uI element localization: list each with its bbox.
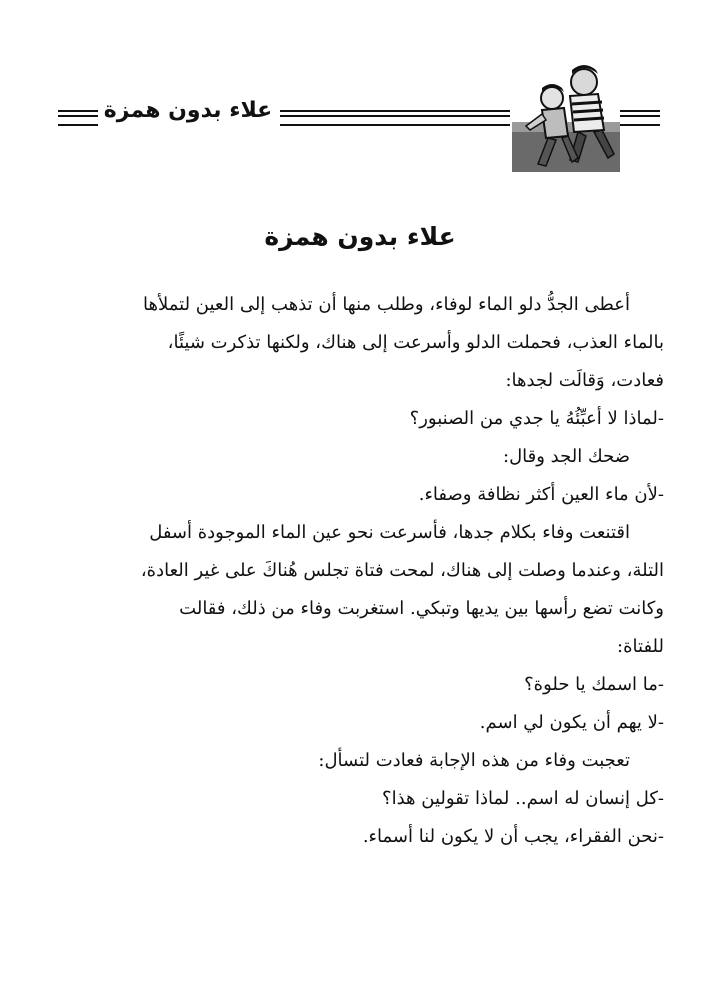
story-line: فعادت، وَقالَت لجدها: <box>505 370 664 391</box>
story-line: أعطى الجدُّ دلو الماء لوفاء، وطلب منها أن تذهب إلى العين لتملأها <box>143 294 630 315</box>
story-line: ضحك الجد وقال: <box>503 446 630 467</box>
page-header <box>0 60 720 180</box>
story-body <box>60 286 664 856</box>
story-line: -كل إنسان له اسم.. لماذا تقولين هذا؟ <box>382 788 664 809</box>
story-line: بالماء العذب، فحملت الدلو وأسرعت إلى هناك، ولكنها تذكرت شيئًا، <box>167 332 664 353</box>
header-rule-middle <box>280 110 510 126</box>
story-line: -ما اسمك يا حلوة؟ <box>524 674 664 695</box>
running-title: علاء بدون همزة <box>103 98 273 123</box>
story-line: تعجبت وفاء من هذه الإجابة فعادت لتسأل: <box>318 750 630 771</box>
story-line: -لماذا لا أعبِّئُهُ يا جدي من الصنبور؟ <box>409 408 664 429</box>
story-line: -لأن ماء العين أكثر نظافة وصفاء. <box>418 484 664 505</box>
story-line: اقتنعت وفاء بكلام جدها، فأسرعت نحو عين الماء الموجودة أسفل <box>149 522 630 543</box>
header-rule-left <box>58 110 98 126</box>
boys-running-illustration-icon <box>512 60 620 172</box>
story-line: للفتاة: <box>617 636 664 657</box>
story-line: التلة، وعندما وصلت إلى هناك، لمحت فتاة تجلس هُناكَ على غير العادة، <box>140 560 664 581</box>
story-title: علاء بدون همزة <box>264 222 456 251</box>
header-rule-right <box>620 110 660 126</box>
story-line: -نحن الفقراء، يجب أن لا يكون لنا أسماء. <box>362 826 664 847</box>
story-line: -لا يهم أن يكون لي اسم. <box>479 712 664 733</box>
story-line: وكانت تضع رأسها بين يديها وتبكي. استغربت وفاء من ذلك، فقالت <box>179 598 664 619</box>
